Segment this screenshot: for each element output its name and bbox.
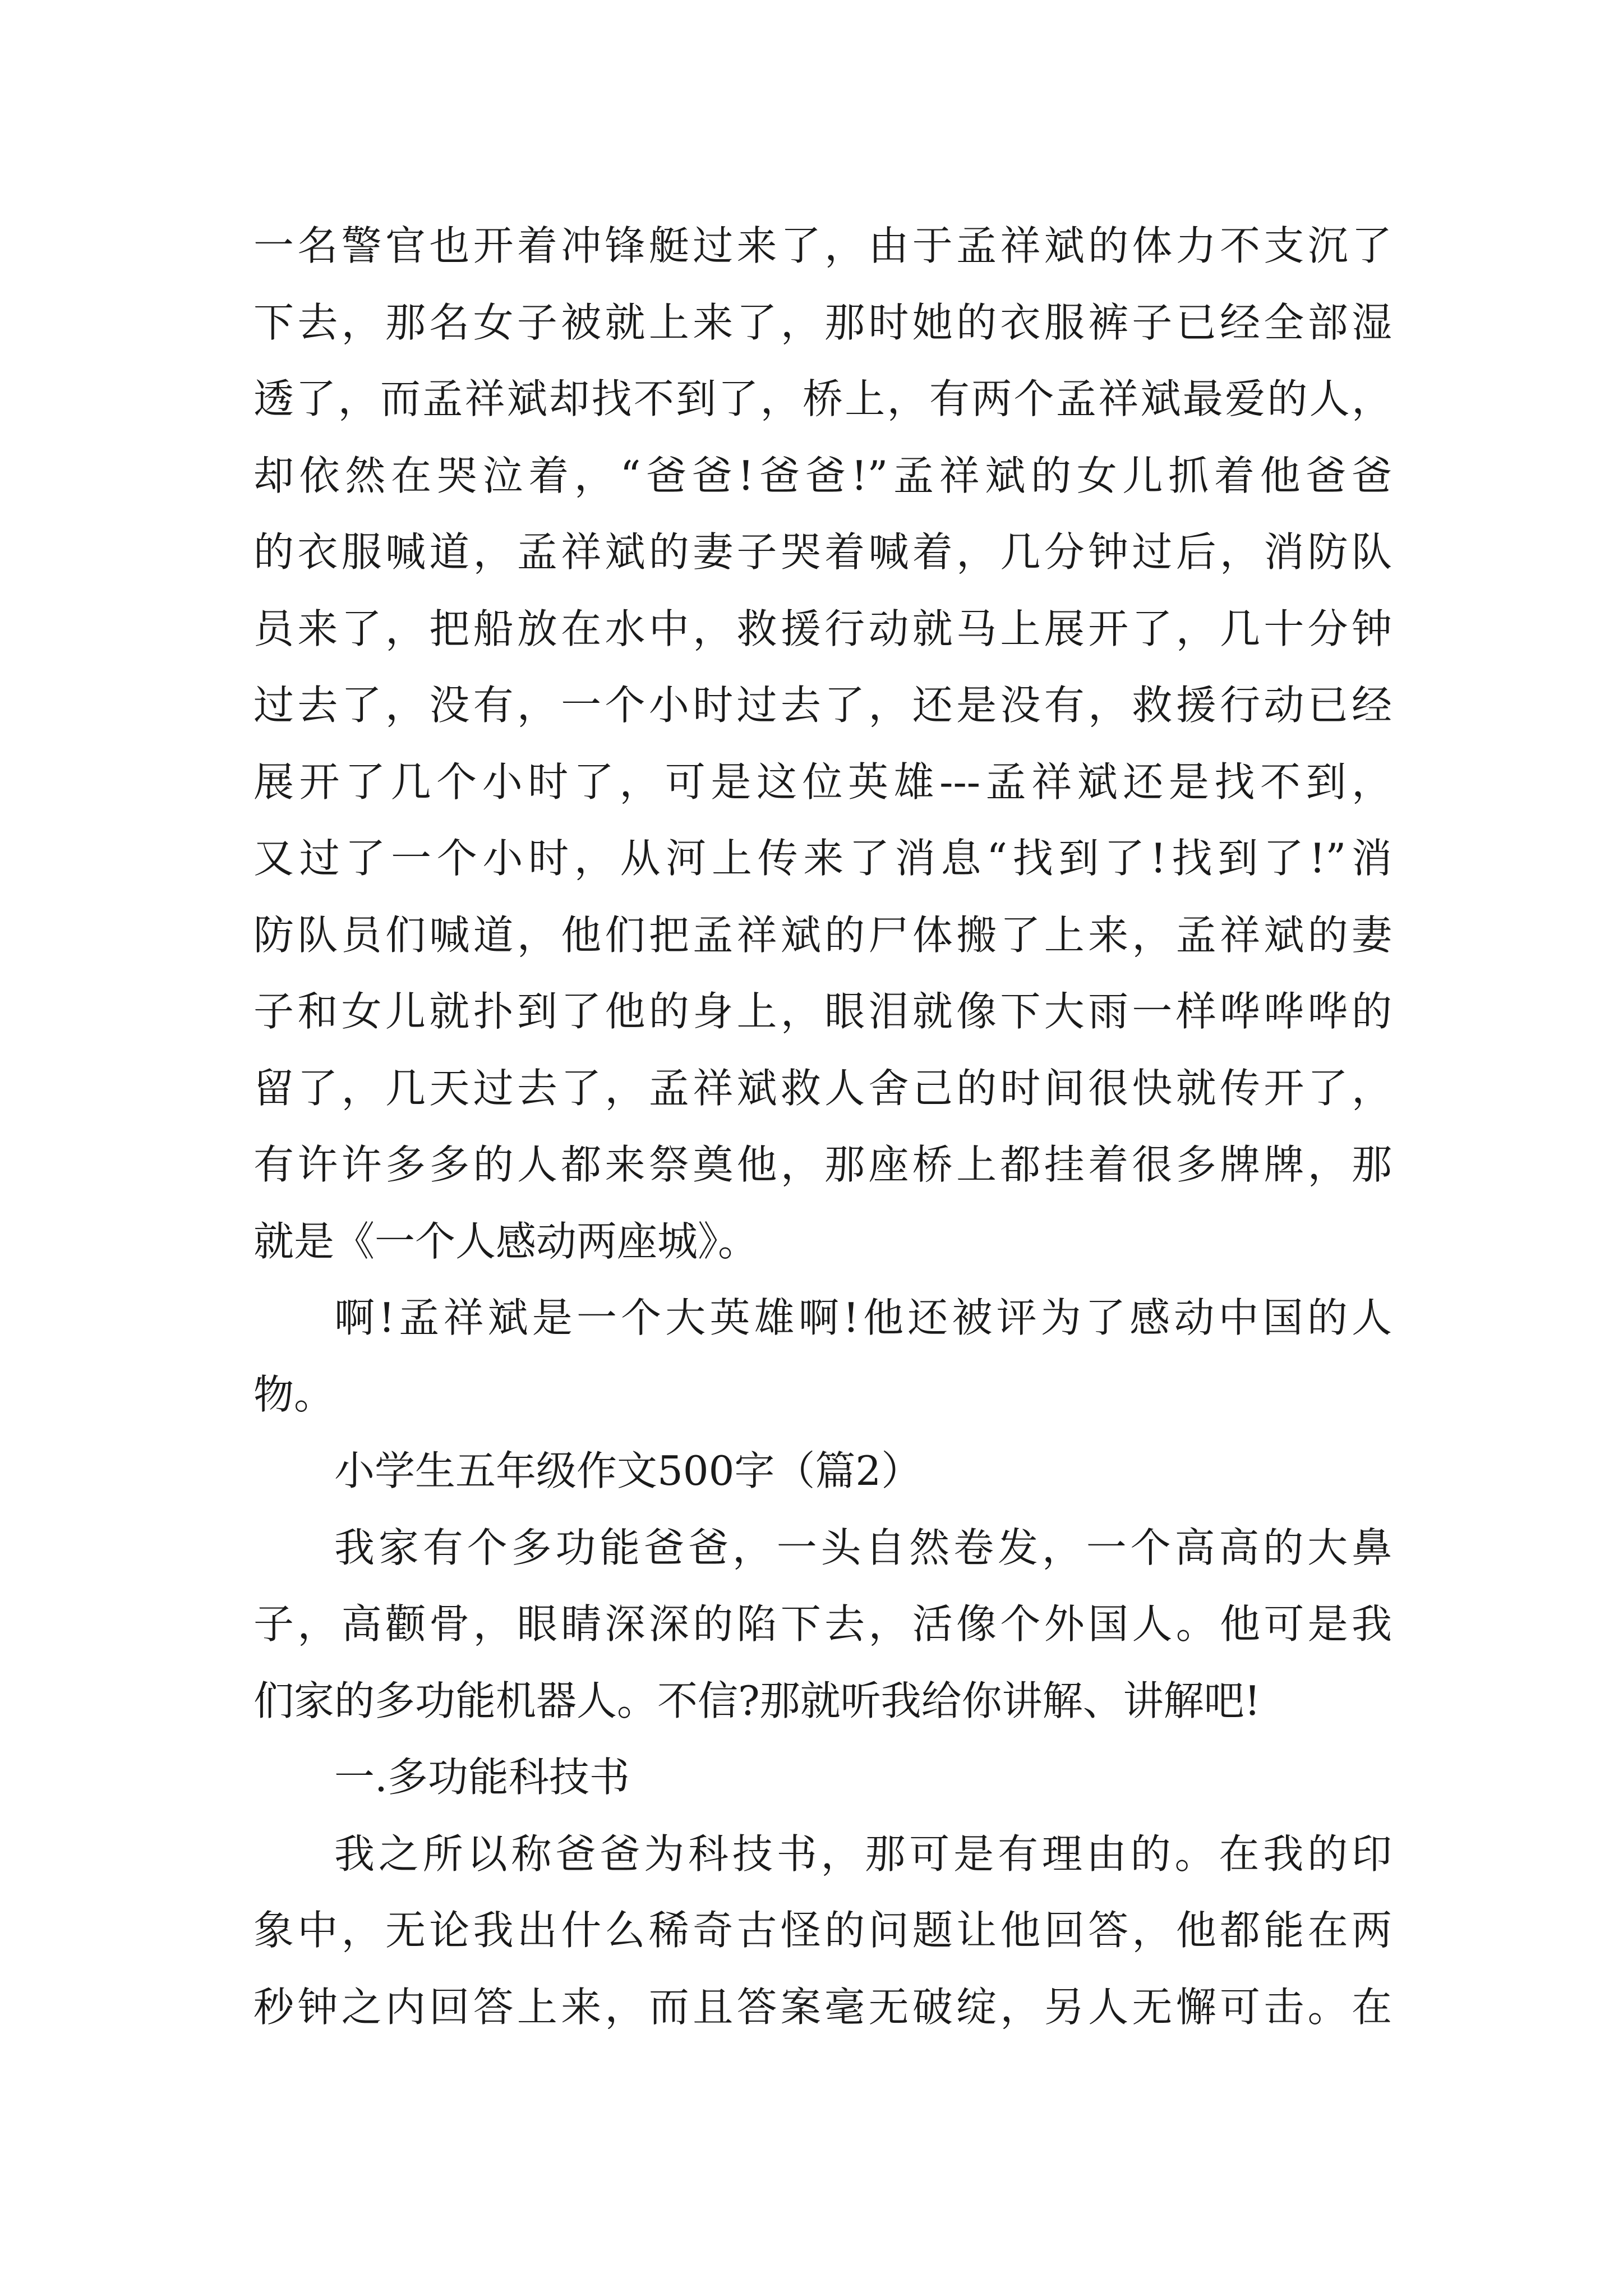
text-line: 们家的多功能机器人。不信?那就听我给你讲解、讲解吧!: [253, 1677, 1261, 1724]
text-line: 展开了几个小时了，可是这位英雄---孟祥斌还是找不到，: [253, 758, 1392, 806]
text-line: 物。: [253, 1370, 335, 1418]
text-line: 过去了，没有，一个小时过去了，还是没有，救援行动已经: [253, 682, 1392, 729]
paragraph-first-line: 啊!孟祥斌是一个大英雄啊!他还被评为了感动中国的人: [334, 1294, 1392, 1341]
text-line: 象中，无论我出什么稀奇古怪的问题让他回答，他都能在两: [253, 1907, 1392, 1954]
text-line: 就是《一个人感动两座城》。: [253, 1217, 759, 1265]
document-body: [253, 208, 1392, 2045]
text-line: 留了，几天过去了，孟祥斌救人舍己的时间很快就传开了，: [253, 1064, 1392, 1112]
text-line: 又过了一个小时，从河上传来了消息“找到了!找到了!”消: [253, 835, 1392, 882]
text-line: 员来了，把船放在水中，救援行动就马上展开了，几十分钟: [253, 605, 1392, 652]
text-line: 一名警官也开着冲锋艇过来了，由于孟祥斌的体力不支沉了: [253, 222, 1392, 269]
text-line: 子，高颧骨，眼睛深深的陷下去，活像个外国人。他可是我: [253, 1600, 1392, 1648]
text-line: 透了，而孟祥斌却找不到了，桥上，有两个孟祥斌最爱的人，: [253, 375, 1392, 422]
text-line: 却依然在哭泣着，“爸爸!爸爸!”孟祥斌的女儿抓着他爸爸: [253, 452, 1392, 499]
text-line: 子和女儿就扑到了他的身上，眼泪就像下大雨一样哗哗哗的: [253, 988, 1392, 1035]
text-line: 的衣服喊道，孟祥斌的妻子哭着喊着，几分钟过后，消防队: [253, 528, 1392, 576]
text-line: 防队员们喊道，他们把孟祥斌的尸体搬了上来，孟祥斌的妻: [253, 911, 1392, 959]
text-line: 秒钟之内回答上来，而且答案毫无破绽，另人无懈可击。在: [253, 1983, 1392, 2031]
subsection-heading: 一.多功能科技书: [334, 1754, 630, 1801]
text-line: 有许许多多的人都来祭奠他，那座桥上都挂着很多牌牌，那: [253, 1141, 1392, 1188]
paragraph-first-line: 我家有个多功能爸爸，一头自然卷发，一个高高的大鼻: [334, 1524, 1392, 1571]
text-line: 下去，那名女子被就上来了，那时她的衣服裤子已经全部湿: [253, 298, 1392, 346]
paragraph-first-line: 我之所以称爸爸为科技书，那可是有理由的。在我的印: [334, 1830, 1392, 1878]
section-heading: 小学生五年级作文500字（篇2）: [334, 1447, 922, 1494]
